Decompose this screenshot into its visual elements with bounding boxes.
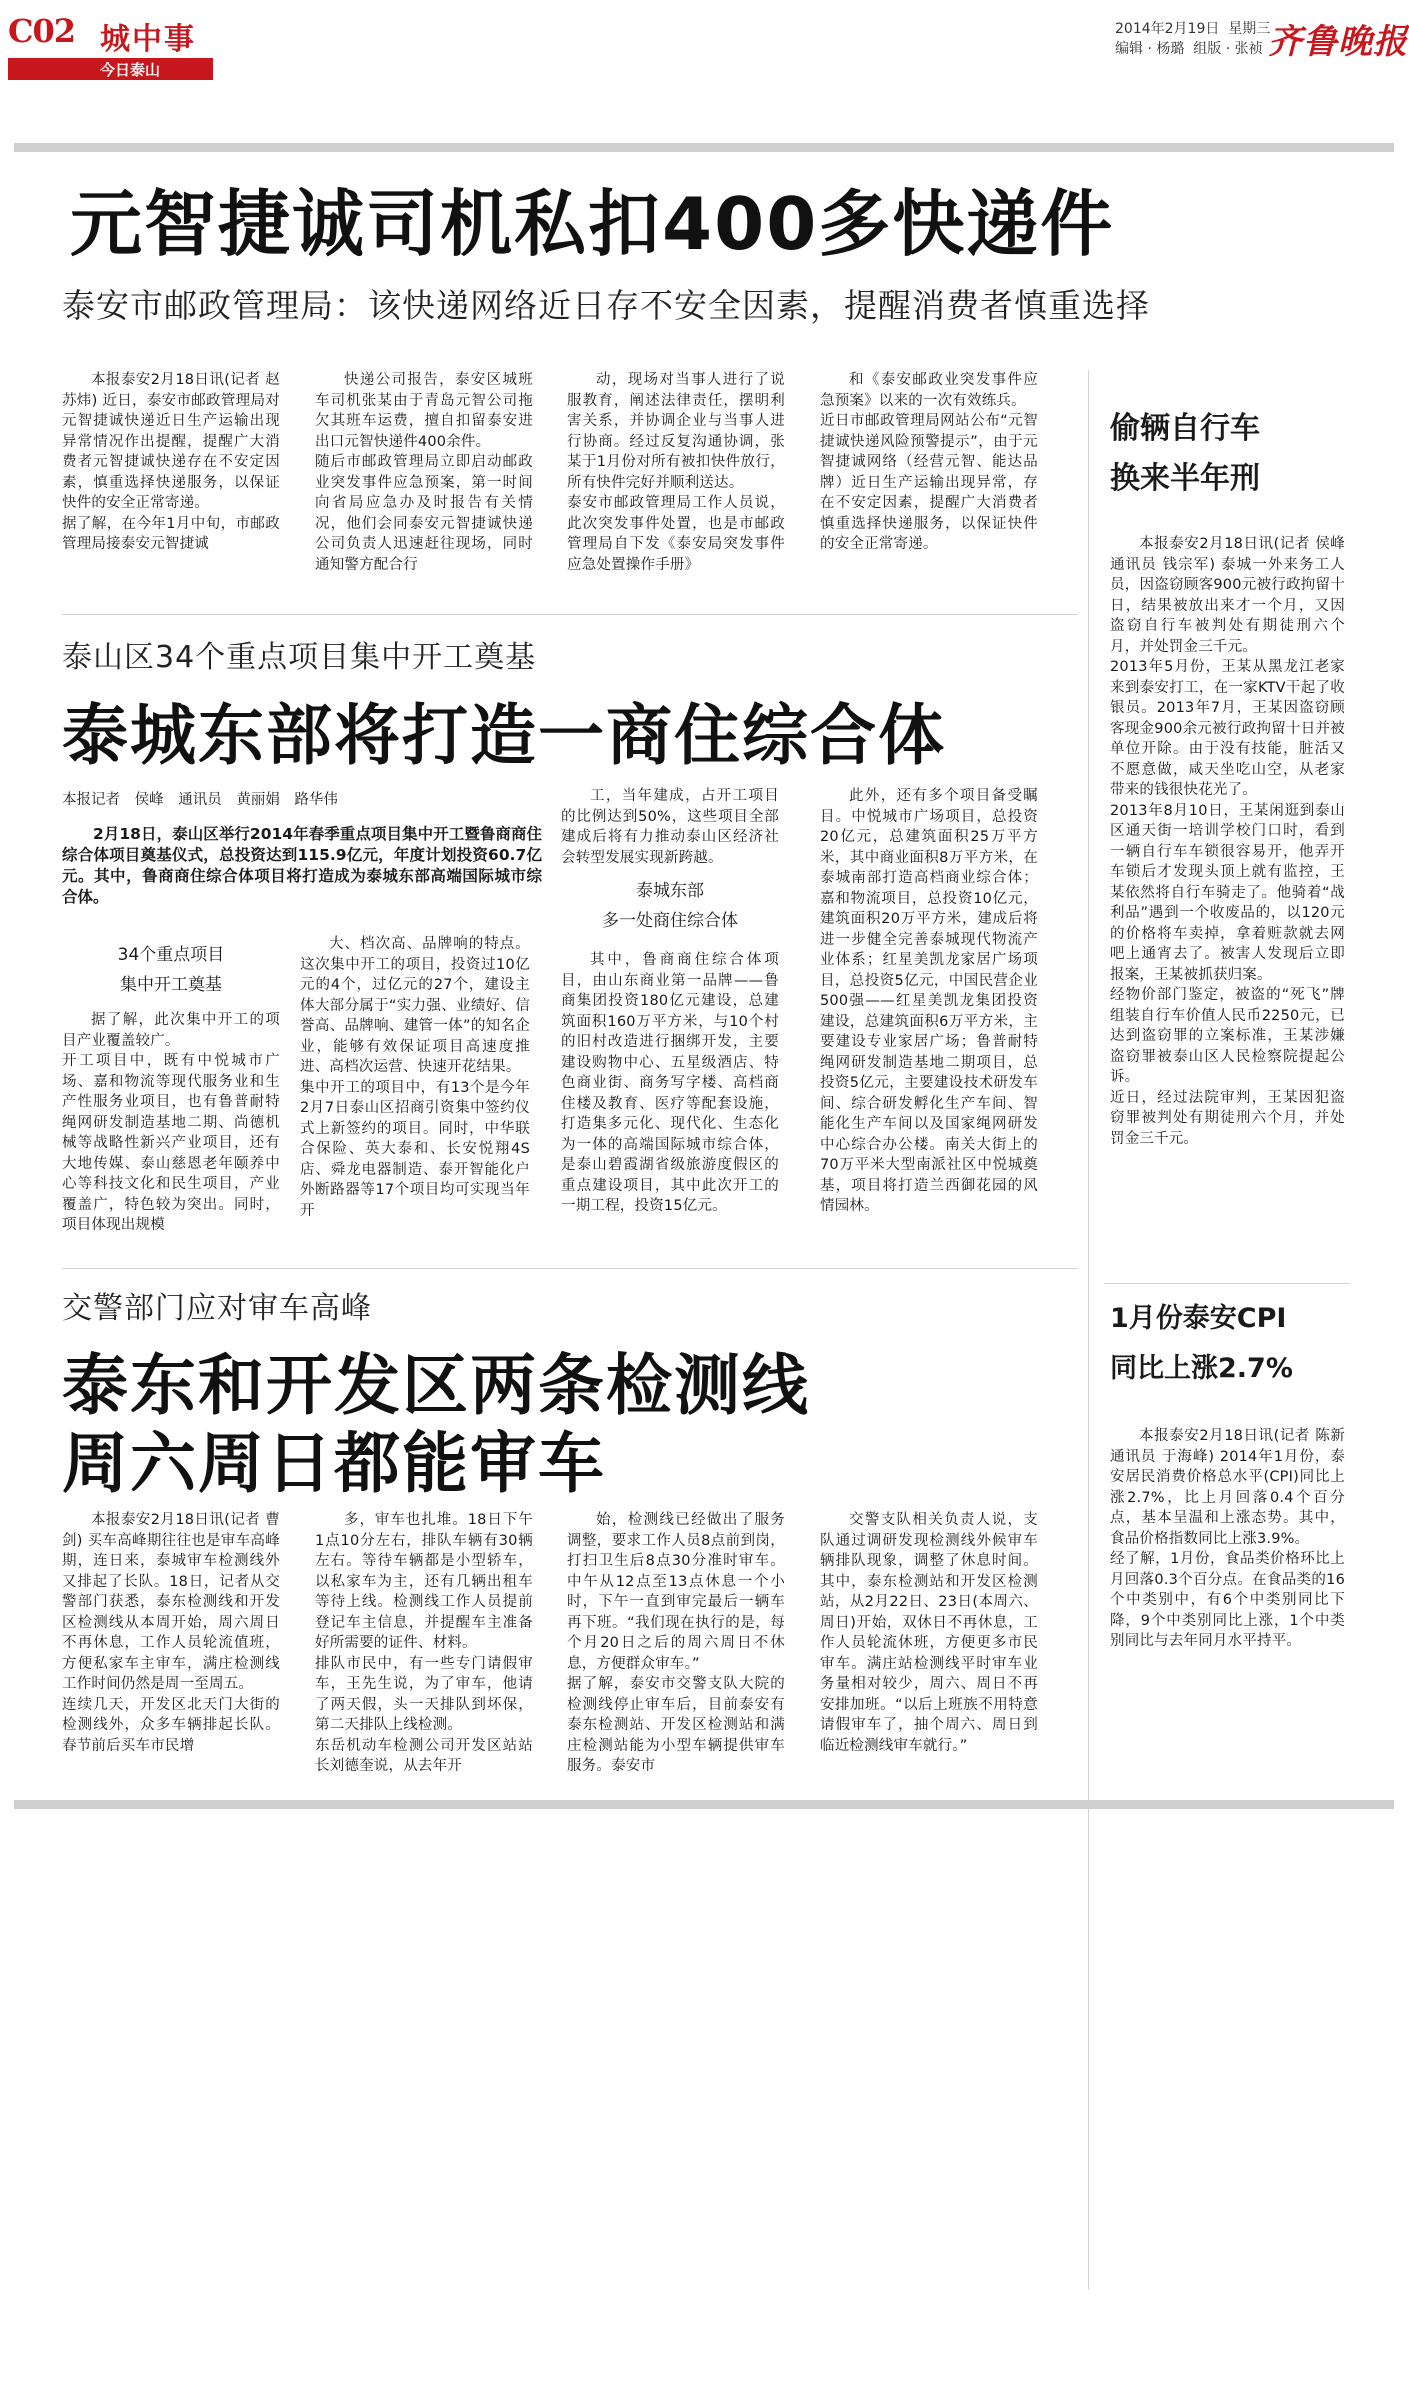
side2-text: 本报泰安2月18日讯(记者 陈新 通讯员 于海峰) 2014年1月份，泰安居民消费价格总水平(CPI)同比上涨2.7%，比上月回落0.4个百分点，基本呈温和上涨态势。其中，食品价格指数同比上涨3.9%。 经了解，1月份，食品类价格环比上月回落0.3个百分点。在食品类的16个中类别中，有6个中类别同比下降，9个中类别同比上涨，1个中类别同比与去年同月水平持平。: [1110, 1428, 1345, 1649]
editor-text: 编辑 · 杨璐: [1115, 41, 1185, 57]
layout-text: 组版 · 张祯: [1193, 41, 1263, 57]
side2-title: 1月份泰安CPI 同比上涨2.7%: [1110, 1303, 1293, 1384]
story3-headline-1: 泰东和开发区两条检测线: [62, 1347, 810, 1424]
story2-kicker: 泰山区34个重点项目集中开工奠基: [62, 640, 537, 675]
side1-title: 偷辆自行车 换来半年刑: [1110, 411, 1260, 496]
issue-date: [1115, 18, 1270, 38]
story3-col-2: 多，审车也扎堆。18日下午1点10分左右，排队车辆有30辆左右。等待车辆都是小型轿车，以私家车为主，还有几辆出租车等待上线。检测线工作人员提前登记车主信息，并提醒车主准备好所需要的证件、材料。 排队市民中，有一些专门请假审车，王先生说，为了审车，他请了两天假，头一天排队到坏保，第二天排队上线检测。 东岳机动车检测公司开发区站站长刘德奎说，从去年开: [315, 1512, 533, 1774]
subsection-label: 今日泰山: [100, 61, 161, 79]
story3-col-4: 交警支队相关负责人说，支队通过调研发现检测线外候审车辆排队现象，调整了休息时间。其中，泰东检测站和开发区检测站，从2月22日、23日(本周六、周日)开始，双休日不再休息，工作人员轮流休班，方便更多市民审车。满庄站检测线平时审车业务量相对较少，周六、周日不再安排加班。“以后上班族不用特意请假审车了，抽个周六、周日到临近检测线审车就行。”: [820, 1512, 1038, 1754]
story2-col-3b: 其中，鲁商商住综合体项目，由山东商业第一品牌——鲁商集团投资180亿元建设，总建筑面积160万平方米，与10个村的旧村改造进行捆绑开发，主要建设购物中心、五星级酒店、特色商业街、商务写字楼、高档商住楼及教育、医疗等配套设施，打造集多元化、现代化、生态化为一体的高端国际城市综合体，是泰山碧霞湖省级旅游度假区的重点建设项目，其中此次开工的一期工程，投资15亿元。: [561, 952, 779, 1214]
side1-text: 本报泰安2月18日讯(记者 侯峰 通讯员 钱宗军) 泰城一外来务工人员，因盗窃顾客900元被行政拘留十日，结果被放出来才一个月，又因盗窃自行车被判处有期徒刑六个月，并处罚金三千元。 2013年5月份，王某从黑龙江老家来到泰安打工，在一家KTV干起了收银员。2013年7月，王某因盗窃顾客现金900余元被行政拘留十日并被单位开除。由于没有技能，脏活又不愿意做，咸天坐吃山空，从老家带来的钱很快花光了。 2013年8月10日，王某闲逛到泰山区通天街一培训学校门口时，看到一辆自行车车锁很容易开，他弄开车锁后才发现头顶上就有监控，王某依然将自行车骑走了。他骑着“战利品”遇到一个收废品的，以120元的价格将车卖掉，拿着赃款就去网吧上通宵去了。被害人发现后立即报案，王某被抓获归案。 经物价部门鉴定，被盗的“死飞”牌组装自行车价值人民币2250元，已达到盗窃罪的立案标准，王某涉嫌盗窃罪被泰山区人民检察院提起公诉。 近日，经过法院审判，王某因犯盗窃罪被判处有期徒刑六个月，并处罚金三千元。: [1110, 536, 1345, 1147]
page-header: [0, 0, 1409, 80]
weekday-text: 星期三: [1228, 21, 1271, 37]
editor-credits: [1115, 38, 1263, 58]
story2-subhead-1: 34个重点项目 集中开工奠基: [117, 945, 225, 995]
story2-col-1: 据了解，此次集中开工的项目产业覆盖较广。 开工项目中，既有中悦城市广场、嘉和物流等现代服务业和生产性服务业项目，也有鲁普耐特绳网研发制造基地二期、尚德机械等战略性新兴产业项目，还有大地传媒、泰山慈恩老年颐养中心等科技文化和民生项目，产业覆盖广，特色较为突出。同时，项目体现出规模: [62, 1012, 280, 1233]
story1-col-2: 快递公司报告，泰安区城班车司机张某由于青岛元智公司拖欠其班车运费，擅自扣留泰安进出口元智快递件400余件。 随后市邮政管理局立即启动邮政业突发事件应急预案，第一时间向省局应急办及时报告有关情况，他们会同泰安元智捷诚快递公司负责人迅速赶往现场，同时通知警方配合行: [315, 372, 533, 573]
header-rule: [14, 143, 1394, 152]
story2-subhead-2: 泰城东部 多一处商住综合体: [602, 881, 738, 931]
story2-col-3a: 工，当年建成，占开工项目的比例达到50%，这些项目全部建成后将有力推动泰山区经济社会转型发展实现新跨越。: [561, 788, 779, 866]
story2-col-2: 大、档次高、品牌响的特点。这次集中开工的项目，投资过10亿元的4个，过亿元的27个，建设主体大部分属于“实力强、业绩好、信誉高、品牌响、建管一体”的知名企业，能够有效保证项目高速度推进、高档次运营、快速开花结果。 集中开工的项目中，有13个是今年2月7日泰山区招商引资集中签约仪式上新签约的项目。同时，中华联合保险、英大泰和、长安悦翔4S店、舜龙电器制造、泰开智能化户外断路器等17个项目均可实现当年开: [300, 936, 530, 1219]
story3-col-1: 本报泰安2月18日讯(记者 曹剑) 买车高峰期往往也是审车高峰期，连日来，泰城审车检测线外又排起了长队。18日，记者从交警部门获悉，泰东检测线和开发区检测线从本周开始，周六周日不再休息，工作人员轮流值班，方便私家车主审车，满庄检测线工作时间仍然是周一至周五。 连续几天，开发区北天门大街的检测线外，众多车辆排起长队。春节前后买车市民增: [62, 1512, 280, 1754]
story1-col-4: 和《泰安邮政业突发事件应急预案》以来的一次有效练兵。 近日市邮政管理局网站公布“元智捷诚快递风险预警提示”，由于元智捷诚网络（经营元智、能达品牌）近日生产运输出现异常，存在不安定因素，提醒广大消费者慎重选择快递服务，以保证快件的安全正常寄递。: [820, 372, 1038, 552]
date-text: 2014年2月19日: [1115, 21, 1220, 37]
story2-col-4: 此外，还有多个项目备受瞩目。中悦城市广场项目，总投资20亿元，总建筑面积25万平方米，其中商业面积8万平方米，在泰城南部打造高档商业综合体；嘉和物流项目，总投资10亿元，建筑面积20万平方米，建成后将进一步健全完善泰城现代物流产业体系；红星美凯龙家居广场项目，总投资5亿元，中国民营企业500强——红星美凯龙集团投资建设，总建筑面积6万平方米，主要建设专业家居广场；鲁普耐特绳网研发制造基地二期项目，总投资5亿元，主要建设技术研发车间、综合研发孵化生产车间、智能化生产车间以及国家绳网研发中心综合办公楼。南关大街上的70万平米大型南派社区中悦城奠基，项目将打造兰西御花园的风情园林。: [820, 788, 1038, 1214]
story3-kicker: 交警部门应对审车高峰: [62, 1291, 372, 1326]
story3-headline-2: 周六周日都能审车: [62, 1425, 606, 1502]
sidebar-divider: [1088, 370, 1089, 2290]
footer-rule: [14, 1800, 1394, 1809]
masthead-logo: 齐鲁晚报: [1268, 22, 1408, 62]
story2-separator: [62, 1268, 1078, 1269]
side-rule: [1104, 1283, 1350, 1284]
story2-lead: 2月18日，泰山区举行2014年春季重点项目集中开工暨鲁商商住综合体项目奠基仪式，总投资达到115.9亿元，年度计划投资60.7亿元。其中，鲁商商住综合体项目将打造成为泰城东部高端国际城市综合体。: [62, 825, 542, 906]
page-code: C02: [8, 12, 75, 50]
story1-headline: 元智捷诚司机私扣400多快递件: [70, 182, 1115, 266]
story3-col-3: 始，检测线已经做出了服务调整，要求工作人员8点前到岗，打扫卫生后8点30分准时审车。中午从12点至13点休息一个小时，下午一直到审完最后一辆车再下班。“我们现在执行的是，每个月20日之后的周六周日不休息，方便群众审车。” 据了解，泰安市交警支队大院的检测线停止审车后，目前泰安有泰东检测站、开发区检测站和满庄检测站能为小型车辆提供审车服务。泰安市: [567, 1512, 785, 1774]
story1-col-1: 本报泰安2月18日讯(记者 赵苏炜) 近日，泰安市邮政管理局对元智捷诚快递近日生产运输出现异常情况作出提醒，提醒广大消费者元智捷诚快递存在不安定因素，慎重选择快递服务，以保证快件的安全正常寄递。 据了解，在今年1月中旬，市邮政管理局接泰安元智捷诚: [62, 372, 280, 552]
section-title: 城中事: [100, 22, 196, 57]
story1-col-3: 动，现场对当事人进行了说服教育，阐述法律责任，摆明利害关系，并协调企业与当事人进行协商。经过反复沟通协调，张某于1月份对所有被扣快件放行，所有快件完好并顺利送达。 泰安市邮政管理局工作人员说，此次突发事件处置，也是市邮政管理局自下发《泰安局突发事件应急处置操作手册》: [567, 372, 785, 573]
story1-separator: [62, 614, 1078, 615]
story1-subhead: 泰安市邮政管理局：该快递网络近日存不安全因素，提醒消费者慎重选择: [62, 286, 1150, 325]
story2-headline: 泰城东部将打造一商住综合体: [62, 697, 946, 774]
story2-byline: 本报记者 侯峰 通讯员 黄丽娟 路华伟: [62, 792, 338, 808]
